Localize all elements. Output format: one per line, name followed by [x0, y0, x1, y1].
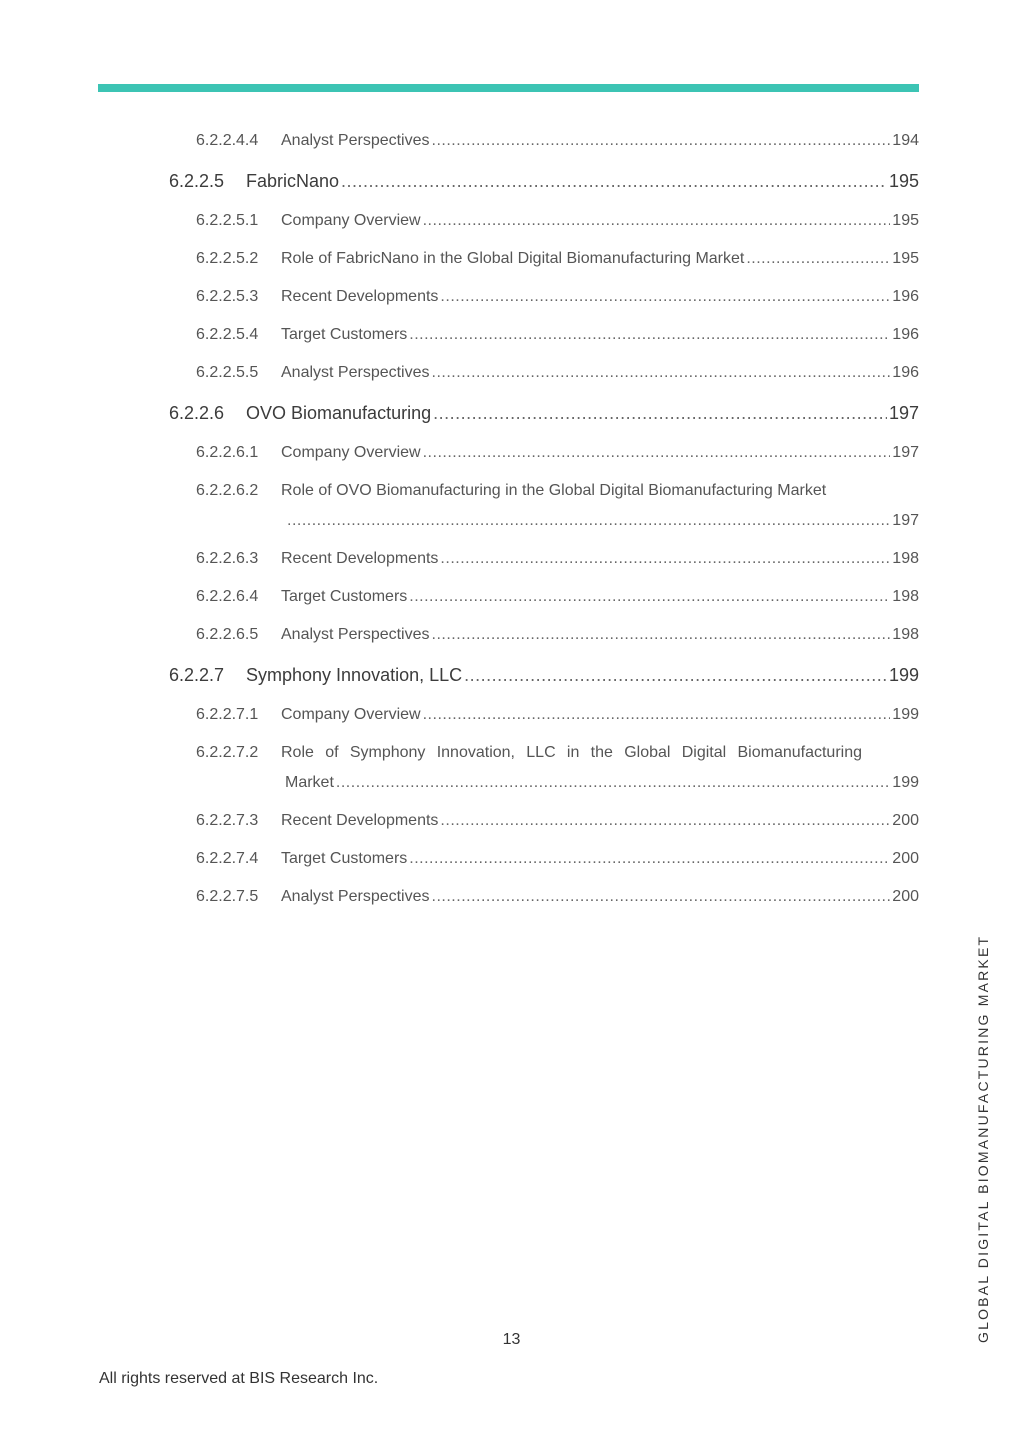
- toc-dot-leader: [341, 171, 887, 192]
- toc-entry-title: Company Overview: [281, 444, 421, 461]
- toc-entry[interactable]: [169, 403, 919, 424]
- toc-dot-leader: [336, 774, 890, 792]
- toc-entry[interactable]: [196, 482, 919, 530]
- toc-entry[interactable]: [196, 212, 919, 230]
- toc-entry-title: Analyst Perspectives: [281, 364, 430, 381]
- toc-entry-number: 6.2.2.6.4: [196, 588, 259, 605]
- side-running-title: GLOBAL DIGITAL BIOMANUFACTURING MARKET: [975, 934, 991, 1343]
- toc-entry-number: 6.2.2.6.1: [196, 444, 259, 461]
- toc-entry-number: 6.2.2.5.1: [196, 212, 259, 229]
- toc-entry-number: 6.2.2.7: [169, 665, 225, 685]
- page-number: 13: [502, 1331, 521, 1348]
- toc-entry-page: 195: [892, 212, 919, 229]
- toc-entry-title: Recent Developments: [281, 812, 439, 829]
- toc-entry-number: 6.2.2.6.2: [196, 482, 259, 499]
- toc-entry-title: Symphony Innovation, LLC: [246, 665, 463, 685]
- toc-entry-page: 196: [892, 364, 919, 381]
- toc-entry-page: 194: [892, 132, 919, 149]
- toc-entry-title: FabricNano: [246, 171, 340, 191]
- toc-entry-number: 6.2.2.6: [169, 403, 225, 423]
- toc-dot-leader: [746, 250, 890, 268]
- toc-entry-number: 6.2.2.6.5: [196, 626, 259, 643]
- toc-entry-page: 199: [892, 774, 919, 791]
- toc-dot-leader: [440, 812, 890, 830]
- toc-entry[interactable]: [196, 444, 919, 462]
- toc-entry-page: 197: [892, 444, 919, 461]
- toc-dot-leader: [433, 403, 887, 424]
- toc-dot-leader: [432, 364, 891, 382]
- toc-entry-page: 199: [892, 706, 919, 723]
- toc-entry-number: 6.2.2.7.1: [196, 706, 259, 723]
- toc-entry[interactable]: [196, 326, 919, 344]
- toc-entry-page: 198: [892, 588, 919, 605]
- toc-entry[interactable]: [196, 250, 919, 268]
- toc-dot-leader: [423, 444, 891, 462]
- toc-entry-title: Analyst Perspectives: [281, 626, 430, 643]
- toc-entry-title: Company Overview: [281, 212, 421, 229]
- toc-entry-title: Target Customers: [281, 326, 408, 343]
- toc-entry-page: 198: [892, 626, 919, 643]
- toc-entry-number: 6.2.2.5.4: [196, 326, 259, 343]
- toc-dot-leader: [440, 550, 890, 568]
- toc-entry-number: 6.2.2.7.3: [196, 812, 259, 829]
- toc-entry-title: Analyst Perspectives: [281, 132, 430, 149]
- toc-entry-number: 6.2.2.5.2: [196, 250, 259, 267]
- toc-entry-page: 196: [892, 326, 919, 343]
- toc-dot-leader: [287, 512, 890, 530]
- toc-entry-page: 195: [888, 171, 919, 191]
- toc-entry[interactable]: [196, 626, 919, 644]
- toc-dot-leader: [409, 588, 890, 606]
- toc-entry[interactable]: [196, 288, 919, 306]
- toc-entry[interactable]: [169, 171, 919, 192]
- toc-entry-number: 6.2.2.5.3: [196, 288, 259, 305]
- toc-dot-leader: [440, 288, 890, 306]
- toc-entry-title: Recent Developments: [281, 288, 439, 305]
- toc-entry-number: 6.2.2.7.5: [196, 888, 259, 905]
- toc-entry-number: 6.2.2.6.3: [196, 550, 259, 567]
- toc-entry-number: 6.2.2.5: [169, 171, 225, 191]
- toc-entry[interactable]: [196, 132, 919, 150]
- toc-entry-number: 6.2.2.7.4: [196, 850, 259, 867]
- toc-entry-title: OVO Biomanufacturing: [246, 403, 432, 423]
- toc-entry[interactable]: [196, 706, 919, 724]
- toc-entry-number: 6.2.2.5.5: [196, 364, 259, 381]
- toc-entry[interactable]: [196, 850, 919, 868]
- toc-entry-page: 197: [888, 403, 919, 423]
- toc-dot-leader: [423, 212, 891, 230]
- toc-entry[interactable]: [196, 888, 919, 906]
- toc-entry-page: 200: [892, 850, 919, 867]
- toc-entry-title: Target Customers: [281, 588, 408, 605]
- toc-entry-page: 197: [892, 512, 919, 529]
- toc-entry-page: 199: [888, 665, 919, 685]
- toc-dot-leader: [432, 626, 891, 644]
- toc-entry[interactable]: [196, 812, 919, 830]
- toc-entry-number: 6.2.2.7.2: [196, 744, 259, 761]
- toc-entry-page: 195: [892, 250, 919, 267]
- toc-entry-title: Target Customers: [281, 850, 408, 867]
- footer-copyright: All rights reserved at BIS Research Inc.: [99, 1370, 379, 1387]
- toc-dot-leader: [432, 888, 891, 906]
- toc-entry-number: 6.2.2.4.4: [196, 132, 259, 149]
- toc-dot-leader: [409, 850, 890, 868]
- toc-entry[interactable]: [196, 588, 919, 606]
- toc-entry-page: 200: [892, 812, 919, 829]
- toc-entry[interactable]: [169, 665, 919, 686]
- toc-entry-title: Role of OVO Biomanufacturing in the Global Digital Biomanufacturing Market: [281, 482, 827, 499]
- toc-dot-leader: [423, 706, 891, 724]
- toc-entry-page: 198: [892, 550, 919, 567]
- toc-dot-leader: [432, 132, 891, 150]
- toc-entry-page: 196: [892, 288, 919, 305]
- toc-entry[interactable]: [196, 744, 919, 792]
- toc-dot-leader: [409, 326, 890, 344]
- toc-entry-title: Analyst Perspectives: [281, 888, 430, 905]
- header-accent-rule: [98, 84, 919, 92]
- toc-entry[interactable]: [196, 364, 919, 382]
- toc-entry-title: Recent Developments: [281, 550, 439, 567]
- toc-entry-page: 200: [892, 888, 919, 905]
- toc-entry-title: Company Overview: [281, 706, 421, 723]
- toc-dot-leader: [464, 665, 887, 686]
- toc-entry-title: Role of FabricNano in the Global Digital Biomanufacturing Market: [281, 250, 745, 267]
- toc-entry-title: Role of Symphony Innovation, LLC in the Global Digital Biomanufacturing: [281, 744, 862, 761]
- toc-entry[interactable]: [196, 550, 919, 568]
- toc-entry-title-continued: Market: [285, 774, 334, 791]
